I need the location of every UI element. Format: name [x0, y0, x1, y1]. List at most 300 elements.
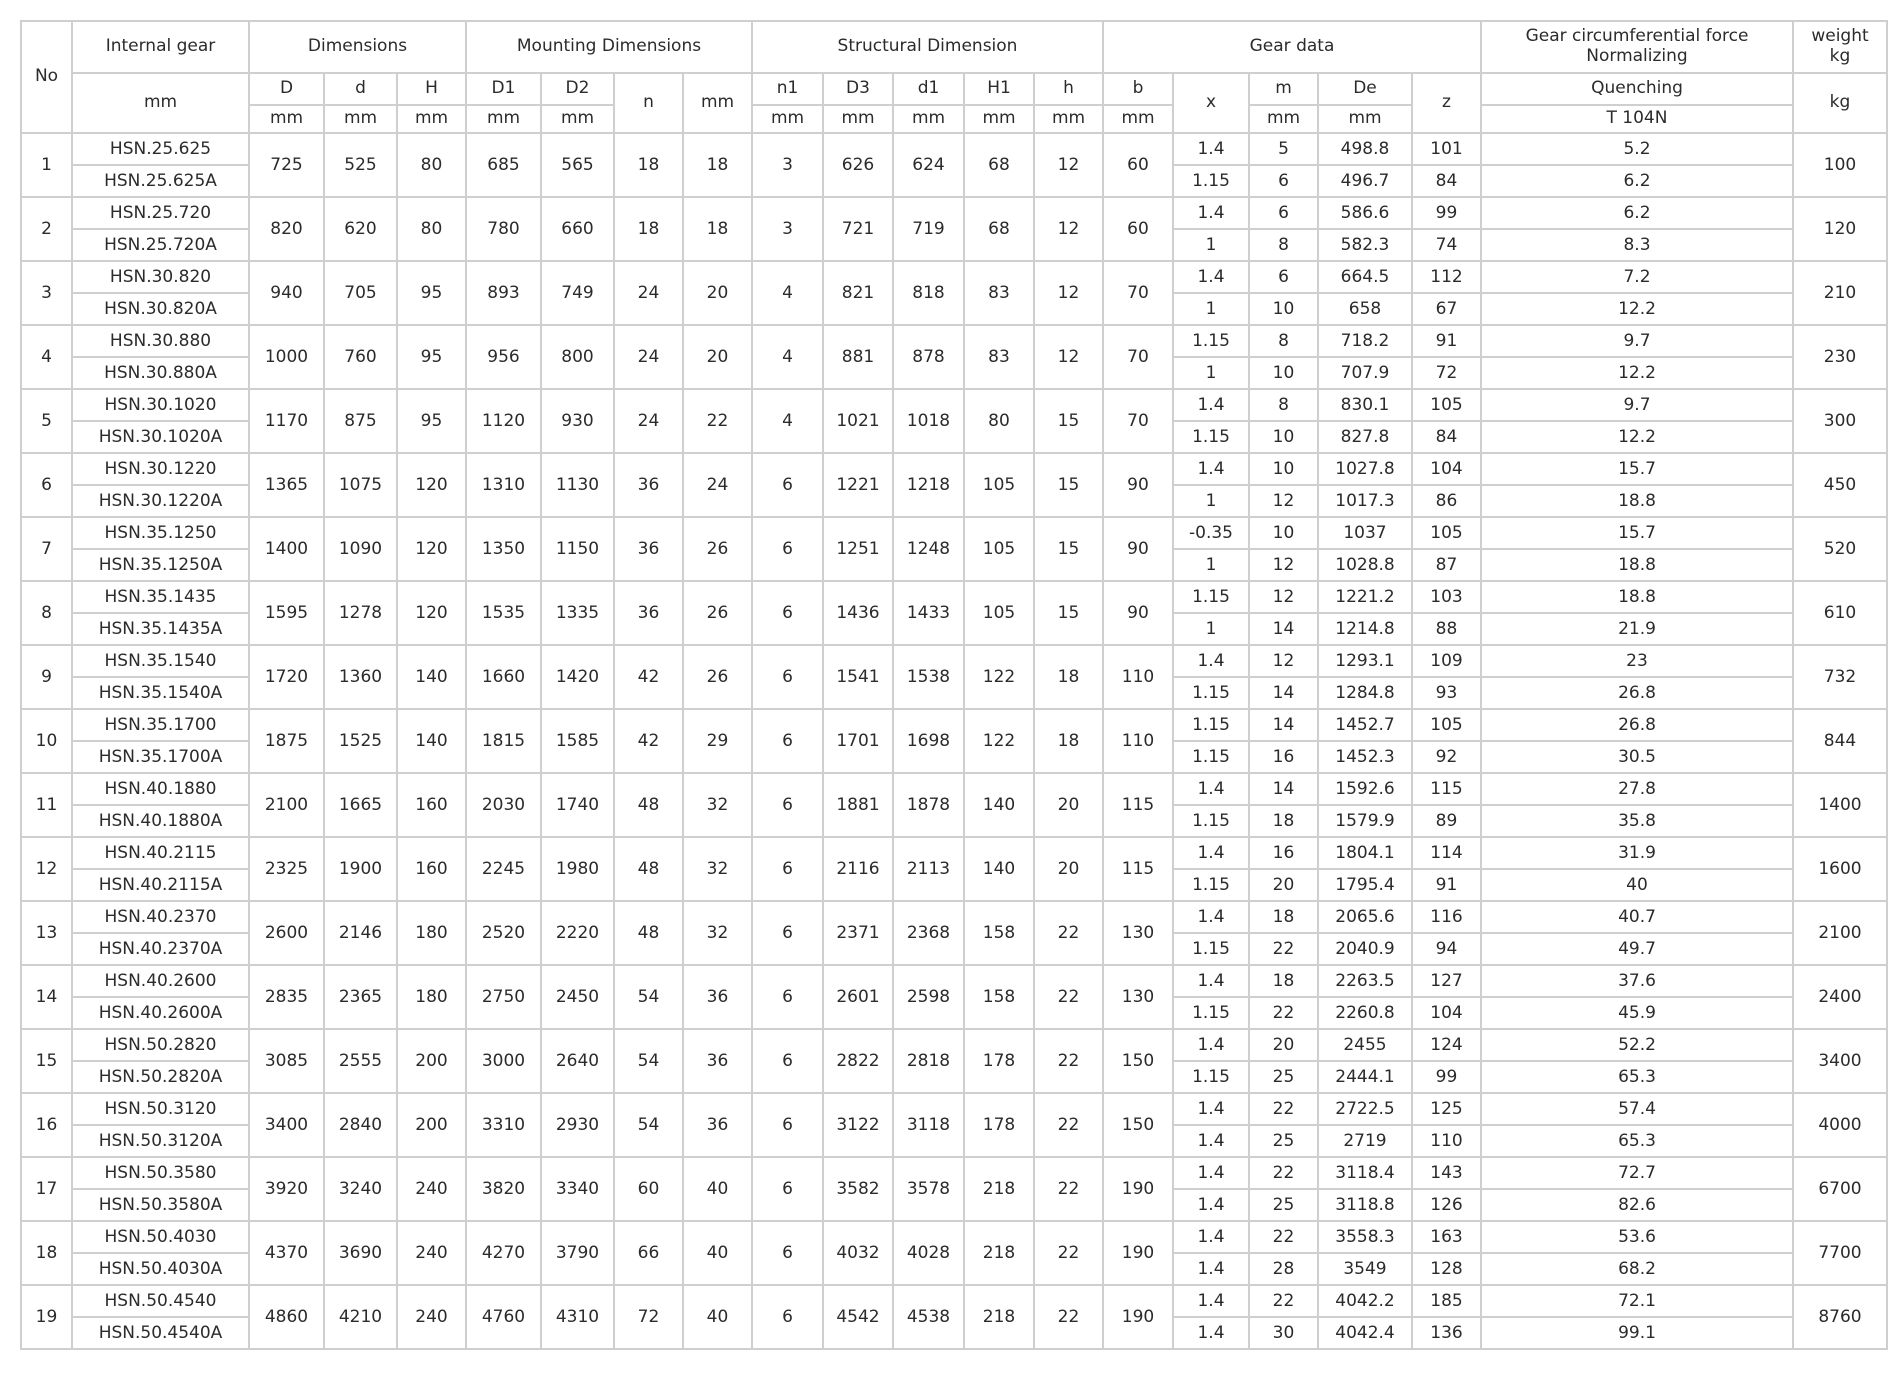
- cell-m: 8: [1249, 389, 1318, 421]
- cell-x: 1: [1173, 613, 1249, 645]
- unit-D: mm: [249, 105, 324, 133]
- cell-gear-model: HSN.35.1435: [72, 581, 249, 613]
- cell-gear-model: HSN.30.880A: [72, 357, 249, 389]
- cell-z: 99: [1412, 197, 1481, 229]
- cell-b: 60: [1103, 133, 1173, 197]
- cell-gear-model: HSN.40.2600A: [72, 997, 249, 1029]
- cell-n1: 6: [752, 709, 823, 773]
- cell-x: 1.4: [1173, 1317, 1249, 1349]
- cell-d: 4210: [324, 1285, 397, 1349]
- cell-De: 4042.4: [1318, 1317, 1412, 1349]
- cell-D: 3400: [249, 1093, 324, 1157]
- cell-mm: 18: [683, 197, 752, 261]
- cell-De: 1028.8: [1318, 549, 1412, 581]
- cell-weight: 4000: [1793, 1093, 1887, 1157]
- header-dimensions: Dimensions: [249, 21, 466, 73]
- cell-z: 88: [1412, 613, 1481, 645]
- table-row: [21, 1221, 1887, 1253]
- cell-d: 1090: [324, 517, 397, 581]
- cell-D: 3085: [249, 1029, 324, 1093]
- cell-n: 24: [614, 389, 683, 453]
- cell-z: 86: [1412, 485, 1481, 517]
- cell-force: 40.7: [1481, 901, 1793, 933]
- cell-D3: 1251: [823, 517, 893, 581]
- cell-gear-model: HSN.35.1540A: [72, 677, 249, 709]
- cell-gear-model: HSN.35.1250: [72, 517, 249, 549]
- cell-m: 10: [1249, 357, 1318, 389]
- cell-n: 66: [614, 1221, 683, 1285]
- cell-H: 200: [397, 1029, 466, 1093]
- cell-D2: 1150: [541, 517, 614, 581]
- cell-d1: 1538: [893, 645, 964, 709]
- cell-gear-model: HSN.40.2115A: [72, 869, 249, 901]
- cell-h: 22: [1034, 965, 1103, 1029]
- cell-z: 67: [1412, 293, 1481, 325]
- cell-mm: 20: [683, 325, 752, 389]
- cell-D: 2100: [249, 773, 324, 837]
- cell-H1: 68: [964, 197, 1034, 261]
- cell-D3: 1701: [823, 709, 893, 773]
- cell-H: 80: [397, 133, 466, 197]
- cell-x: 1.4: [1173, 1285, 1249, 1317]
- cell-D1: 2750: [466, 965, 541, 1029]
- unit-H: mm: [397, 105, 466, 133]
- cell-z: 128: [1412, 1253, 1481, 1285]
- header-h: h: [1034, 73, 1103, 105]
- cell-d1: 818: [893, 261, 964, 325]
- cell-D2: 2930: [541, 1093, 614, 1157]
- cell-force: 26.8: [1481, 677, 1793, 709]
- cell-x: 1.15: [1173, 677, 1249, 709]
- cell-D1: 3310: [466, 1093, 541, 1157]
- cell-D1: 1535: [466, 581, 541, 645]
- cell-n: 42: [614, 709, 683, 773]
- cell-weight: 610: [1793, 581, 1887, 645]
- cell-n1: 6: [752, 581, 823, 645]
- header-gear-data: Gear data: [1103, 21, 1481, 73]
- cell-H: 240: [397, 1221, 466, 1285]
- cell-z: 116: [1412, 901, 1481, 933]
- cell-d1: 1218: [893, 453, 964, 517]
- cell-De: 586.6: [1318, 197, 1412, 229]
- cell-D1: 1350: [466, 517, 541, 581]
- cell-weight: 2100: [1793, 901, 1887, 965]
- cell-d: 2555: [324, 1029, 397, 1093]
- cell-z: 136: [1412, 1317, 1481, 1349]
- cell-D1: 2520: [466, 901, 541, 965]
- cell-H1: 122: [964, 709, 1034, 773]
- cell-D: 2835: [249, 965, 324, 1029]
- cell-b: 60: [1103, 197, 1173, 261]
- cell-force: 18.8: [1481, 581, 1793, 613]
- cell-n1: 6: [752, 965, 823, 1029]
- cell-force: 65.3: [1481, 1061, 1793, 1093]
- cell-x: 1.4: [1173, 773, 1249, 805]
- cell-mm: 40: [683, 1157, 752, 1221]
- cell-n1: 6: [752, 1157, 823, 1221]
- cell-H: 95: [397, 261, 466, 325]
- cell-x: 1.15: [1173, 869, 1249, 901]
- cell-mm: 40: [683, 1221, 752, 1285]
- cell-h: 22: [1034, 1157, 1103, 1221]
- cell-De: 1037: [1318, 517, 1412, 549]
- table-row: [21, 709, 1887, 741]
- cell-h: 22: [1034, 1285, 1103, 1349]
- cell-n1: 3: [752, 133, 823, 197]
- header-D1: D1: [466, 73, 541, 105]
- cell-De: 2455: [1318, 1029, 1412, 1061]
- cell-n1: 6: [752, 773, 823, 837]
- cell-x: 1.4: [1173, 645, 1249, 677]
- cell-h: 22: [1034, 901, 1103, 965]
- cell-m: 22: [1249, 1285, 1318, 1317]
- cell-D2: 565: [541, 133, 614, 197]
- cell-gear-model: HSN.40.2600: [72, 965, 249, 997]
- cell-b: 190: [1103, 1285, 1173, 1349]
- cell-x: 1.4: [1173, 1125, 1249, 1157]
- cell-x: 1: [1173, 357, 1249, 389]
- cell-H1: 83: [964, 325, 1034, 389]
- unit-De: mm: [1318, 105, 1412, 133]
- cell-m: 10: [1249, 293, 1318, 325]
- cell-m: 12: [1249, 645, 1318, 677]
- cell-gear-model: HSN.25.720A: [72, 229, 249, 261]
- cell-n1: 6: [752, 453, 823, 517]
- cell-b: 115: [1103, 773, 1173, 837]
- cell-n1: 3: [752, 197, 823, 261]
- cell-D3: 3582: [823, 1157, 893, 1221]
- cell-De: 2260.8: [1318, 997, 1412, 1029]
- cell-n1: 6: [752, 901, 823, 965]
- cell-force: 35.8: [1481, 805, 1793, 837]
- table-row: [21, 389, 1887, 421]
- cell-mm: 40: [683, 1285, 752, 1349]
- table-row: [21, 197, 1887, 229]
- cell-De: 2444.1: [1318, 1061, 1412, 1093]
- cell-D1: 3820: [466, 1157, 541, 1221]
- cell-D3: 626: [823, 133, 893, 197]
- cell-De: 1221.2: [1318, 581, 1412, 613]
- cell-force: 6.2: [1481, 197, 1793, 229]
- cell-no: 1: [21, 133, 72, 197]
- cell-force: 8.3: [1481, 229, 1793, 261]
- header-weight-unit: kg: [1793, 73, 1887, 133]
- cell-H: 200: [397, 1093, 466, 1157]
- cell-x: 1: [1173, 485, 1249, 517]
- header-gear-force: [1481, 21, 1793, 73]
- cell-H1: 105: [964, 517, 1034, 581]
- cell-force: 49.7: [1481, 933, 1793, 965]
- cell-x: 1.15: [1173, 325, 1249, 357]
- table-row: [21, 773, 1887, 805]
- cell-d1: 1433: [893, 581, 964, 645]
- header-b: b: [1103, 73, 1173, 105]
- table-row: [21, 133, 1887, 165]
- cell-D3: 4032: [823, 1221, 893, 1285]
- cell-h: 12: [1034, 325, 1103, 389]
- cell-x: 1.4: [1173, 1093, 1249, 1125]
- cell-m: 14: [1249, 709, 1318, 741]
- cell-D1: 685: [466, 133, 541, 197]
- cell-gear-model: HSN.25.625A: [72, 165, 249, 197]
- cell-z: 89: [1412, 805, 1481, 837]
- cell-gear-model: HSN.35.1700A: [72, 741, 249, 773]
- cell-weight: 100: [1793, 133, 1887, 197]
- cell-mm: 29: [683, 709, 752, 773]
- cell-D: 725: [249, 133, 324, 197]
- cell-De: 1293.1: [1318, 645, 1412, 677]
- cell-d1: 2818: [893, 1029, 964, 1093]
- cell-De: 2040.9: [1318, 933, 1412, 965]
- cell-z: 105: [1412, 517, 1481, 549]
- cell-force: 65.3: [1481, 1125, 1793, 1157]
- cell-h: 12: [1034, 261, 1103, 325]
- cell-b: 70: [1103, 325, 1173, 389]
- cell-m: 18: [1249, 965, 1318, 997]
- cell-no: 2: [21, 197, 72, 261]
- cell-m: 6: [1249, 197, 1318, 229]
- cell-z: 92: [1412, 741, 1481, 773]
- cell-gear-model: HSN.40.1880A: [72, 805, 249, 837]
- table-row: [21, 1285, 1887, 1317]
- header-n1: n1: [752, 73, 823, 105]
- cell-D: 1365: [249, 453, 324, 517]
- cell-D3: 3122: [823, 1093, 893, 1157]
- cell-no: 19: [21, 1285, 72, 1349]
- cell-x: 1.4: [1173, 133, 1249, 165]
- cell-H: 120: [397, 517, 466, 581]
- cell-gear-model: HSN.50.3120: [72, 1093, 249, 1125]
- header-d: d: [324, 73, 397, 105]
- cell-De: 3549: [1318, 1253, 1412, 1285]
- cell-m: 22: [1249, 1221, 1318, 1253]
- cell-mm: 26: [683, 581, 752, 645]
- cell-d1: 4538: [893, 1285, 964, 1349]
- cell-m: 22: [1249, 1093, 1318, 1125]
- cell-De: 658: [1318, 293, 1412, 325]
- cell-H: 120: [397, 453, 466, 517]
- cell-x: 1.15: [1173, 997, 1249, 1029]
- cell-d: 760: [324, 325, 397, 389]
- cell-force: 9.7: [1481, 389, 1793, 421]
- cell-H: 95: [397, 325, 466, 389]
- cell-H1: 218: [964, 1221, 1034, 1285]
- cell-x: 1.4: [1173, 389, 1249, 421]
- cell-gear-model: HSN.30.1020A: [72, 421, 249, 453]
- cell-D1: 1310: [466, 453, 541, 517]
- cell-H1: 218: [964, 1285, 1034, 1349]
- cell-m: 12: [1249, 485, 1318, 517]
- table-row: [21, 901, 1887, 933]
- cell-x: 1.4: [1173, 1221, 1249, 1253]
- cell-D3: 821: [823, 261, 893, 325]
- cell-m: 6: [1249, 165, 1318, 197]
- cell-d1: 2368: [893, 901, 964, 965]
- cell-D2: 800: [541, 325, 614, 389]
- cell-weight: 3400: [1793, 1029, 1887, 1093]
- cell-no: 3: [21, 261, 72, 325]
- cell-b: 90: [1103, 453, 1173, 517]
- cell-h: 12: [1034, 133, 1103, 197]
- cell-x: 1.15: [1173, 805, 1249, 837]
- cell-m: 14: [1249, 677, 1318, 709]
- cell-D2: 3340: [541, 1157, 614, 1221]
- cell-x: 1.4: [1173, 1189, 1249, 1221]
- cell-mm: 36: [683, 1093, 752, 1157]
- cell-h: 15: [1034, 453, 1103, 517]
- cell-m: 25: [1249, 1125, 1318, 1157]
- header-n: n: [614, 73, 683, 133]
- cell-D: 1170: [249, 389, 324, 453]
- cell-no: 8: [21, 581, 72, 645]
- cell-H1: 105: [964, 453, 1034, 517]
- cell-De: 2263.5: [1318, 965, 1412, 997]
- cell-gear-model: HSN.50.3580A: [72, 1189, 249, 1221]
- cell-d: 2840: [324, 1093, 397, 1157]
- cell-n: 54: [614, 1093, 683, 1157]
- header-z: z: [1412, 73, 1481, 133]
- cell-D2: 1335: [541, 581, 614, 645]
- cell-x: 1.15: [1173, 165, 1249, 197]
- cell-z: 84: [1412, 421, 1481, 453]
- cell-gear-model: HSN.50.4540: [72, 1285, 249, 1317]
- cell-De: 582.3: [1318, 229, 1412, 261]
- cell-z: 110: [1412, 1125, 1481, 1157]
- cell-z: 94: [1412, 933, 1481, 965]
- cell-gear-model: HSN.35.1540: [72, 645, 249, 677]
- cell-gear-model: HSN.40.2115: [72, 837, 249, 869]
- cell-n1: 6: [752, 837, 823, 901]
- cell-h: 22: [1034, 1093, 1103, 1157]
- cell-m: 10: [1249, 453, 1318, 485]
- cell-force: 6.2: [1481, 165, 1793, 197]
- cell-H1: 218: [964, 1157, 1034, 1221]
- cell-d: 2365: [324, 965, 397, 1029]
- cell-gear-model: HSN.25.625: [72, 133, 249, 165]
- unit-D2: mm: [541, 105, 614, 133]
- cell-d1: 3118: [893, 1093, 964, 1157]
- cell-weight: 450: [1793, 453, 1887, 517]
- cell-z: 163: [1412, 1221, 1481, 1253]
- cell-gear-model: HSN.30.820: [72, 261, 249, 293]
- cell-force: 5.2: [1481, 133, 1793, 165]
- unit-H1: mm: [964, 105, 1034, 133]
- cell-De: 2065.6: [1318, 901, 1412, 933]
- cell-h: 22: [1034, 1029, 1103, 1093]
- cell-De: 496.7: [1318, 165, 1412, 197]
- cell-H1: 83: [964, 261, 1034, 325]
- cell-D1: 1815: [466, 709, 541, 773]
- cell-weight: 844: [1793, 709, 1887, 773]
- table-row: [21, 645, 1887, 677]
- cell-n1: 6: [752, 1093, 823, 1157]
- cell-n: 48: [614, 901, 683, 965]
- cell-m: 8: [1249, 229, 1318, 261]
- cell-H1: 140: [964, 773, 1034, 837]
- cell-weight: 7700: [1793, 1221, 1887, 1285]
- cell-weight: 732: [1793, 645, 1887, 709]
- cell-gear-model: HSN.30.1020: [72, 389, 249, 421]
- cell-force: 52.2: [1481, 1029, 1793, 1061]
- cell-De: 1214.8: [1318, 613, 1412, 645]
- cell-m: 22: [1249, 997, 1318, 1029]
- cell-d1: 2113: [893, 837, 964, 901]
- cell-D3: 1881: [823, 773, 893, 837]
- cell-D2: 4310: [541, 1285, 614, 1349]
- cell-D3: 2601: [823, 965, 893, 1029]
- cell-D3: 1541: [823, 645, 893, 709]
- cell-d: 3690: [324, 1221, 397, 1285]
- cell-De: 1027.8: [1318, 453, 1412, 485]
- cell-z: 74: [1412, 229, 1481, 261]
- cell-weight: 2400: [1793, 965, 1887, 1029]
- cell-b: 190: [1103, 1221, 1173, 1285]
- cell-x: 1.4: [1173, 837, 1249, 869]
- cell-weight: 520: [1793, 517, 1887, 581]
- cell-d1: 3578: [893, 1157, 964, 1221]
- cell-z: 112: [1412, 261, 1481, 293]
- cell-H1: 158: [964, 901, 1034, 965]
- header-mounting-dimensions: Mounting Dimensions: [466, 21, 752, 73]
- cell-x: 1.4: [1173, 453, 1249, 485]
- cell-De: 1452.3: [1318, 741, 1412, 773]
- cell-weight: 300: [1793, 389, 1887, 453]
- cell-x: 1.15: [1173, 421, 1249, 453]
- cell-D2: 1585: [541, 709, 614, 773]
- cell-gear-model: HSN.40.1880: [72, 773, 249, 805]
- cell-z: 127: [1412, 965, 1481, 997]
- table-row: [21, 517, 1887, 549]
- cell-D2: 749: [541, 261, 614, 325]
- cell-n1: 4: [752, 389, 823, 453]
- cell-D1: 893: [466, 261, 541, 325]
- cell-D3: 2371: [823, 901, 893, 965]
- cell-no: 7: [21, 517, 72, 581]
- cell-n: 24: [614, 261, 683, 325]
- cell-force: 23: [1481, 645, 1793, 677]
- table-row: [21, 1157, 1887, 1189]
- header-H1: H1: [964, 73, 1034, 105]
- cell-H1: 178: [964, 1093, 1034, 1157]
- cell-m: 22: [1249, 1157, 1318, 1189]
- cell-m: 28: [1249, 1253, 1318, 1285]
- cell-gear-model: HSN.50.3120A: [72, 1125, 249, 1157]
- cell-b: 110: [1103, 709, 1173, 773]
- cell-z: 87: [1412, 549, 1481, 581]
- cell-D: 820: [249, 197, 324, 261]
- cell-force: 15.7: [1481, 517, 1793, 549]
- cell-H: 180: [397, 901, 466, 965]
- cell-D: 3920: [249, 1157, 324, 1221]
- cell-m: 10: [1249, 517, 1318, 549]
- cell-z: 109: [1412, 645, 1481, 677]
- cell-m: 6: [1249, 261, 1318, 293]
- cell-b: 70: [1103, 389, 1173, 453]
- cell-no: 17: [21, 1157, 72, 1221]
- cell-b: 90: [1103, 581, 1173, 645]
- header-gear-force-line2: Normalizing: [1586, 46, 1688, 66]
- unit-D3: mm: [823, 105, 893, 133]
- cell-d: 620: [324, 197, 397, 261]
- cell-b: 70: [1103, 261, 1173, 325]
- cell-H: 240: [397, 1285, 466, 1349]
- cell-no: 12: [21, 837, 72, 901]
- cell-mm: 24: [683, 453, 752, 517]
- cell-H: 140: [397, 645, 466, 709]
- unit-m: mm: [1249, 105, 1318, 133]
- cell-H1: 178: [964, 1029, 1034, 1093]
- cell-b: 90: [1103, 517, 1173, 581]
